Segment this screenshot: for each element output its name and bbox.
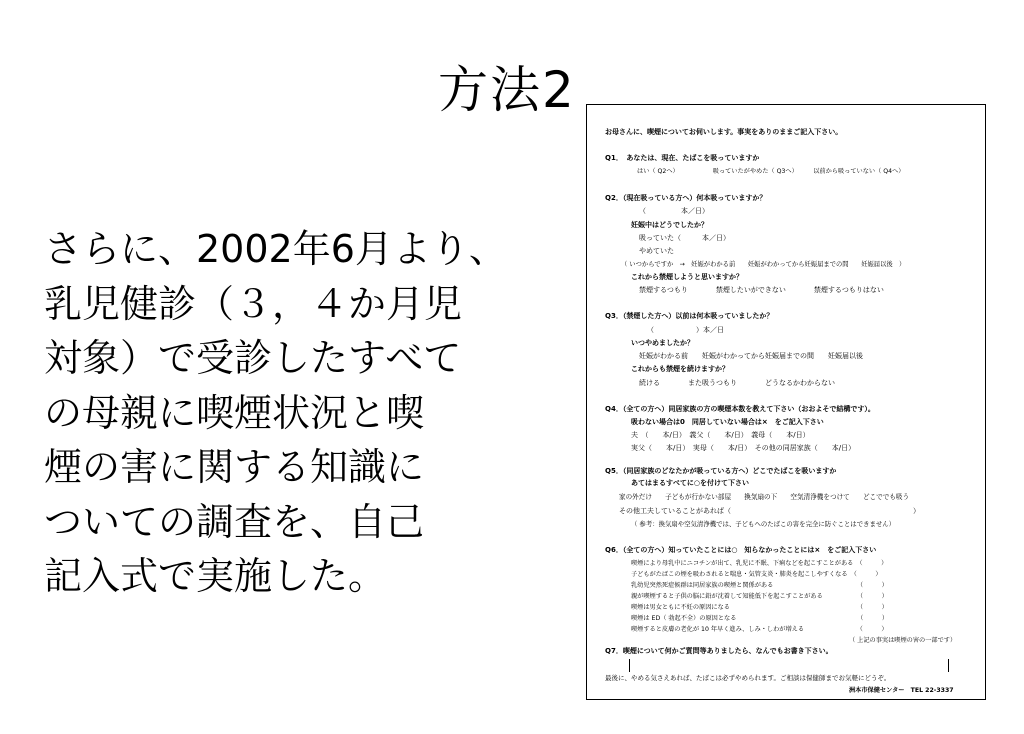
closing-message: 最後に、やめる気さえあれば、たばこは必ずやめられます。ご相談は保健師までお気軽にどうぞ。 bbox=[605, 674, 891, 682]
questionnaire-sheet bbox=[586, 104, 986, 700]
q5-other-field: その他工夫していることがあれば（ ） bbox=[619, 507, 920, 515]
question-q5: Q5．（同居家族のどなたかが吸っている方へ）どこでたばこを吸いますか bbox=[605, 467, 837, 475]
q6-fact: 喫煙すると皮膚の老化が 10 年早く進み、しみ・しわが増える （ ） bbox=[631, 626, 888, 633]
body-line: 対象）で受診したすべて bbox=[44, 336, 462, 380]
question-q2: Q2．（現在吸っている方へ）何本吸っていますか？ bbox=[605, 194, 767, 202]
q2-count-field: （ 本／日） bbox=[639, 207, 709, 215]
questionnaire-intro: お母さんに、喫煙についてお伺いします。事実をありのままご記入下さい。 bbox=[605, 128, 843, 136]
body-line: さらに、2002年6月より、 bbox=[44, 227, 507, 271]
q3-continue-question: これからも禁煙を続けますか？ bbox=[631, 365, 729, 373]
q2-pregnancy-question: 妊娠中はどうでしたか？ bbox=[631, 221, 708, 229]
q1-options: はい（ Q2へ） 吸っていたがやめた（ Q3へ） 以前から吸っていない（ Q4へ） bbox=[637, 168, 905, 175]
body-line: 乳児健診（３，４か月児 bbox=[44, 281, 463, 326]
question-q1: Q1． あなたは、現在、たばこを吸っていますか bbox=[605, 154, 760, 162]
body-line: 煙の害に関する知識に bbox=[44, 445, 425, 489]
slide-title: 方法2 bbox=[438, 61, 576, 119]
q6-fact: 子どもがたばこの煙を吸わされると喘息・気管支炎・肺炎を起こしやすくなる （ ） bbox=[631, 571, 882, 578]
q6-note: （ 上記の事実は喫煙の害の一部です） bbox=[849, 637, 957, 644]
q4-family-row: 夫 （ 本/日） 義父（ 本/日） 義母（ 本/日） bbox=[631, 431, 810, 439]
question-q6: Q6．（全ての方へ）知っていたことには○ 知らなかったことには× をご記入下さい bbox=[605, 546, 877, 554]
q2-when-options: （ いつからですか → 妊娠がわかる前 妊娠がわかってから妊娠届までの間 妊娠届以後 ） bbox=[621, 261, 906, 268]
q5-note: （ 参考：換気扇や空気清浄機では、子どもへのたばこの害を完全に防ぐことはできません） bbox=[631, 520, 896, 528]
question-q3: Q3．（禁煙した方へ）以前は何本吸っていましたか？ bbox=[605, 312, 774, 320]
q6-fact: 親が喫煙すると子供の脳に鉛が沈着して知能低下を起こすことがある （ ） bbox=[631, 593, 888, 600]
q2-quit-option: やめていた bbox=[639, 247, 674, 255]
q6-fact: 乳幼児突然死症候群は同居家族の喫煙と関係がある （ ） bbox=[631, 582, 888, 589]
q6-fact: 喫煙は ED（ 勃起不全）の原因となる （ ） bbox=[631, 615, 889, 622]
body-line: 記入式で実施した。 bbox=[44, 554, 387, 598]
q4-family-row: 実父（ 本/日） 実母（ 本/日） その他の同居家族（ 本/日） bbox=[631, 444, 856, 452]
q7-answer-box bbox=[629, 659, 949, 672]
q5-options: 家の外だけ 子どもが行かない部屋 換気扇の下 空気清浄機をつけて どこででも吸う bbox=[619, 493, 910, 501]
q2-future-options: 禁煙するつもり 禁煙したいができない 禁煙するつもりはない bbox=[639, 286, 884, 294]
question-q7: Q7．喫煙について何かご質問等ありましたら、なんでもお書き下さい。 bbox=[605, 647, 833, 655]
q5-instruction: あてはまるすべてに○を付けて下さい bbox=[631, 479, 749, 487]
q2-smoked-option: 吸っていた（ 本／日） bbox=[639, 234, 730, 242]
q6-fact: 喫煙は男女ともに不妊の原因になる （ ） bbox=[631, 604, 888, 611]
contact-info: 洲本市保健センター TEL 22-3337 bbox=[849, 687, 954, 694]
q3-continue-options: 続ける また吸うつもり どうなるかわからない bbox=[639, 379, 835, 387]
question-q4: Q4．（全ての方へ）同居家族の方の喫煙本数を教えて下さい（おおよそで結構です）。 bbox=[605, 405, 875, 413]
slide-body-text bbox=[44, 222, 507, 604]
body-line: ついての調査を、自己 bbox=[44, 499, 425, 544]
q6-fact: 喫煙により母乳中にニコチンが出て、乳児に不眠、下痢などを起こすことがある （ ） bbox=[631, 560, 888, 567]
q3-when-question: いつやめましたか？ bbox=[631, 339, 694, 347]
q3-count-field: （ ）本／日 bbox=[647, 326, 724, 334]
q4-instruction: 吸わない場合は0 同居していない場合は× をご記入下さい bbox=[631, 418, 824, 426]
q2-future-question: これから禁煙しようと思いますか？ bbox=[631, 273, 743, 281]
q3-when-options: 妊娠がわかる前 妊娠がわかってから妊娠届までの間 妊娠届以後 bbox=[639, 352, 863, 360]
body-line: の母親に喫煙状況と喫 bbox=[44, 390, 425, 435]
